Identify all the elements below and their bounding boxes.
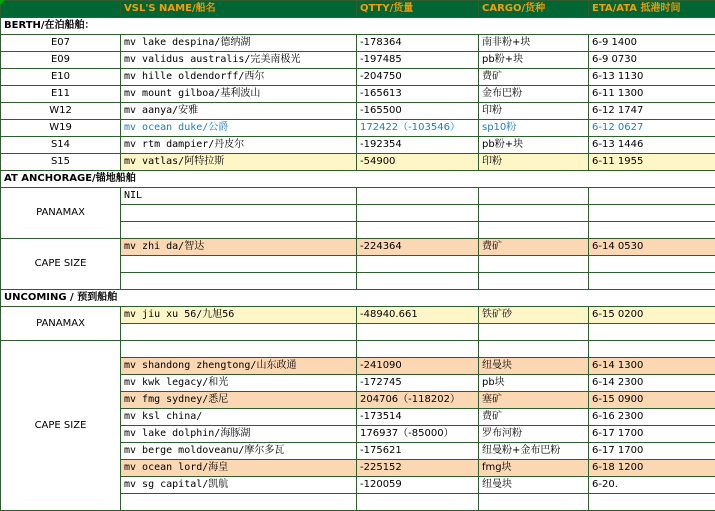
empty-cell[interactable] xyxy=(589,188,715,205)
qtty-cell[interactable]: -241090 xyxy=(357,358,479,375)
anchorage-panamax-row[interactable] xyxy=(1,188,715,205)
cargo-cell[interactable]: 费矿 xyxy=(479,69,589,86)
empty-cell[interactable] xyxy=(589,341,715,358)
header-qtty: QTTY/货量 xyxy=(357,1,479,18)
cargo-cell[interactable]: 纽曼块 xyxy=(479,358,589,375)
qtty-cell[interactable]: -225152 xyxy=(357,460,479,477)
qtty-cell[interactable]: 172422（-103546） xyxy=(357,120,479,137)
empty-cell[interactable] xyxy=(589,205,715,222)
berth-row[interactable] xyxy=(1,35,715,52)
incoming-panamax-row[interactable] xyxy=(1,307,715,324)
cargo-cell[interactable]: fmg块 xyxy=(479,460,589,477)
vessel-name[interactable]: mv jiu xu 56/九旭56 xyxy=(121,307,357,324)
empty-cell[interactable] xyxy=(589,494,715,511)
section-incoming-title: UNCOMING / 预到船舶 xyxy=(1,290,715,307)
eta-cell[interactable]: 6-18 1200 xyxy=(589,460,715,477)
vessel-name[interactable]: mv rtm dampier/丹皮尔 xyxy=(121,137,357,154)
anchorage-panamax-note[interactable]: NIL xyxy=(121,188,357,205)
empty-cell[interactable] xyxy=(357,188,479,205)
cargo-cell[interactable]: 印粉 xyxy=(479,154,589,171)
empty-cell[interactable] xyxy=(121,324,357,341)
vessel-name[interactable]: mv lake dolphin/海豚湖 xyxy=(121,426,357,443)
cargo-cell[interactable]: 南非粉+块 xyxy=(479,35,589,52)
eta-cell[interactable]: 6-20. xyxy=(589,477,715,494)
berth-code[interactable]: W12 xyxy=(1,103,121,120)
eta-cell[interactable]: 6-9 1400 xyxy=(589,35,715,52)
qtty-cell[interactable]: -54900 xyxy=(357,154,479,171)
header-blank xyxy=(1,1,121,18)
eta-cell[interactable]: 6-13 1130 xyxy=(589,69,715,86)
cargo-cell[interactable]: 铁矿砂 xyxy=(479,307,589,324)
empty-cell[interactable] xyxy=(357,256,479,273)
vessel-name[interactable]: mv sg capital/凯航 xyxy=(121,477,357,494)
empty-cell[interactable] xyxy=(121,256,357,273)
cargo-cell[interactable]: 纽曼块 xyxy=(479,477,589,494)
eta-cell[interactable]: 6-14 0530 xyxy=(589,239,715,256)
qtty-cell[interactable]: -178364 xyxy=(357,35,479,52)
header-cargo: CARGO/货种 xyxy=(479,1,589,18)
section-incoming-row xyxy=(1,290,715,307)
empty-cell[interactable] xyxy=(357,222,479,239)
empty-cell[interactable] xyxy=(479,494,589,511)
berth-row[interactable] xyxy=(1,154,715,171)
incoming-panamax-label: PANAMAX xyxy=(1,307,121,341)
qtty-cell[interactable]: -48940.661 xyxy=(357,307,479,324)
berth-code[interactable]: S14 xyxy=(1,137,121,154)
qtty-cell[interactable]: -120059 xyxy=(357,477,479,494)
eta-cell[interactable]: 6-11 1955 xyxy=(589,154,715,171)
empty-cell[interactable] xyxy=(589,324,715,341)
empty-cell[interactable] xyxy=(121,341,357,358)
empty-cell[interactable] xyxy=(357,324,479,341)
empty-cell[interactable] xyxy=(357,494,479,511)
qtty-cell[interactable]: -165613 xyxy=(357,86,479,103)
berth-code[interactable]: E09 xyxy=(1,52,121,69)
qtty-cell[interactable]: 176937（-85000） xyxy=(357,426,479,443)
eta-cell[interactable]: 6-12 0627 xyxy=(589,120,715,137)
empty-cell[interactable] xyxy=(479,188,589,205)
empty-cell[interactable] xyxy=(589,273,715,290)
vessel-name[interactable]: mv validus australis/完美南极光 xyxy=(121,52,357,69)
empty-cell[interactable] xyxy=(479,256,589,273)
incoming-cape-label: CAPE SIZE xyxy=(1,341,121,511)
empty-cell[interactable] xyxy=(589,222,715,239)
eta-cell[interactable]: 6-12 1747 xyxy=(589,103,715,120)
vessel-name[interactable]: mv mount gilboa/基利波山 xyxy=(121,86,357,103)
eta-cell[interactable]: 6-11 1300 xyxy=(589,86,715,103)
vessel-name[interactable]: mv ocean lord/海皇 xyxy=(121,460,357,477)
eta-cell[interactable]: 6-17 1700 xyxy=(589,426,715,443)
qtty-cell[interactable]: -173514 xyxy=(357,409,479,426)
berth-row[interactable] xyxy=(1,86,715,103)
vessel-name[interactable]: mv berge moldoveanu/摩尔多瓦 xyxy=(121,443,357,460)
vessel-name[interactable]: mv kwk legacy/和光 xyxy=(121,375,357,392)
cargo-cell[interactable]: 金布巴粉 xyxy=(479,86,589,103)
empty-cell[interactable] xyxy=(479,205,589,222)
cargo-cell[interactable]: 印粉 xyxy=(479,103,589,120)
eta-cell[interactable]: 6-14 1300 xyxy=(589,358,715,375)
berth-code[interactable]: S15 xyxy=(1,154,121,171)
qtty-cell[interactable]: -165500 xyxy=(357,103,479,120)
header-row xyxy=(1,1,715,18)
empty-cell[interactable] xyxy=(357,341,479,358)
eta-cell[interactable]: 6-14 2300 xyxy=(589,375,715,392)
vessel-name[interactable]: mv ksl china/ xyxy=(121,409,357,426)
eta-cell[interactable]: 6-15 0900 xyxy=(589,392,715,409)
cargo-cell[interactable]: pb块 xyxy=(479,375,589,392)
empty-cell[interactable] xyxy=(121,494,357,511)
qtty-cell[interactable]: -224364 xyxy=(357,239,479,256)
berth-row[interactable] xyxy=(1,103,715,120)
berth-row[interactable] xyxy=(1,52,715,69)
empty-cell[interactable] xyxy=(121,222,357,239)
vessel-name[interactable]: mv aanya/安雅 xyxy=(121,103,357,120)
empty-cell[interactable] xyxy=(121,273,357,290)
section-berth-row xyxy=(1,18,715,35)
qtty-cell[interactable]: 204706（-118202） xyxy=(357,392,479,409)
vessel-name[interactable]: mv hille oldendorff/西尔 xyxy=(121,69,357,86)
empty-row[interactable] xyxy=(1,341,715,358)
berth-row[interactable] xyxy=(1,137,715,154)
eta-cell[interactable]: 6-15 0200 xyxy=(589,307,715,324)
qtty-cell[interactable]: -172745 xyxy=(357,375,479,392)
berth-code[interactable]: E10 xyxy=(1,69,121,86)
vessel-name[interactable]: mv ocean duke/公爵 xyxy=(121,120,357,137)
cell-corner-marker xyxy=(0,0,5,5)
vessel-name[interactable]: mv zhi da/智达 xyxy=(121,239,357,256)
empty-cell[interactable] xyxy=(479,222,589,239)
cargo-cell[interactable]: 塞矿 xyxy=(479,392,589,409)
section-anchorage-title: AT ANCHORAGE/锚地船舶 xyxy=(1,171,715,188)
qtty-cell[interactable]: -197485 xyxy=(357,52,479,69)
qtty-cell[interactable]: -192354 xyxy=(357,137,479,154)
empty-cell[interactable] xyxy=(121,205,357,222)
eta-cell[interactable]: 6-13 1446 xyxy=(589,137,715,154)
anchorage-cape-row[interactable] xyxy=(1,239,715,256)
cargo-cell[interactable]: 罗布河粉 xyxy=(479,426,589,443)
vessel-name[interactable]: mv fmg sydney/悉尼 xyxy=(121,392,357,409)
section-berth-title: BERTH/在泊船舶： xyxy=(1,18,715,35)
cargo-cell[interactable]: 费矿 xyxy=(479,409,589,426)
vessel-name[interactable]: mv lake despina/德纳湖 xyxy=(121,35,357,52)
header-vessel: VSL'S NAME/船名 xyxy=(121,1,357,18)
qtty-cell[interactable]: -175621 xyxy=(357,443,479,460)
anchorage-panamax-label: PANAMAX xyxy=(1,188,121,239)
berth-code[interactable]: E11 xyxy=(1,86,121,103)
berth-code[interactable]: E07 xyxy=(1,35,121,52)
vessel-name[interactable]: mv vatlas/阿特拉斯 xyxy=(121,154,357,171)
cargo-cell[interactable]: 费矿 xyxy=(479,239,589,256)
berth-code[interactable]: W19 xyxy=(1,120,121,137)
cargo-cell[interactable]: sp10粉 xyxy=(479,120,589,137)
header-eta: ETA/ATA 抵港时间 xyxy=(589,1,715,18)
eta-cell[interactable]: 6-16 2300 xyxy=(589,409,715,426)
empty-cell[interactable] xyxy=(357,205,479,222)
anchorage-cape-label: CAPE SIZE xyxy=(1,239,121,290)
empty-cell[interactable] xyxy=(357,273,479,290)
section-anchorage-row xyxy=(1,171,715,188)
empty-cell[interactable] xyxy=(479,273,589,290)
vessel-name[interactable]: mv shandong zhengtong/山东政通 xyxy=(121,358,357,375)
empty-cell[interactable] xyxy=(479,341,589,358)
empty-cell[interactable] xyxy=(589,256,715,273)
cargo-cell[interactable]: pb粉+块 xyxy=(479,52,589,69)
cargo-cell[interactable]: pb粉+块 xyxy=(479,137,589,154)
berth-row[interactable] xyxy=(1,120,715,137)
eta-cell[interactable]: 6-17 1700 xyxy=(589,443,715,460)
qtty-cell[interactable]: -204750 xyxy=(357,69,479,86)
empty-cell[interactable] xyxy=(479,324,589,341)
cargo-cell[interactable]: 纽曼粉+金布巴粉 xyxy=(479,443,589,460)
eta-cell[interactable]: 6-9 0730 xyxy=(589,52,715,69)
berth-row[interactable] xyxy=(1,69,715,86)
